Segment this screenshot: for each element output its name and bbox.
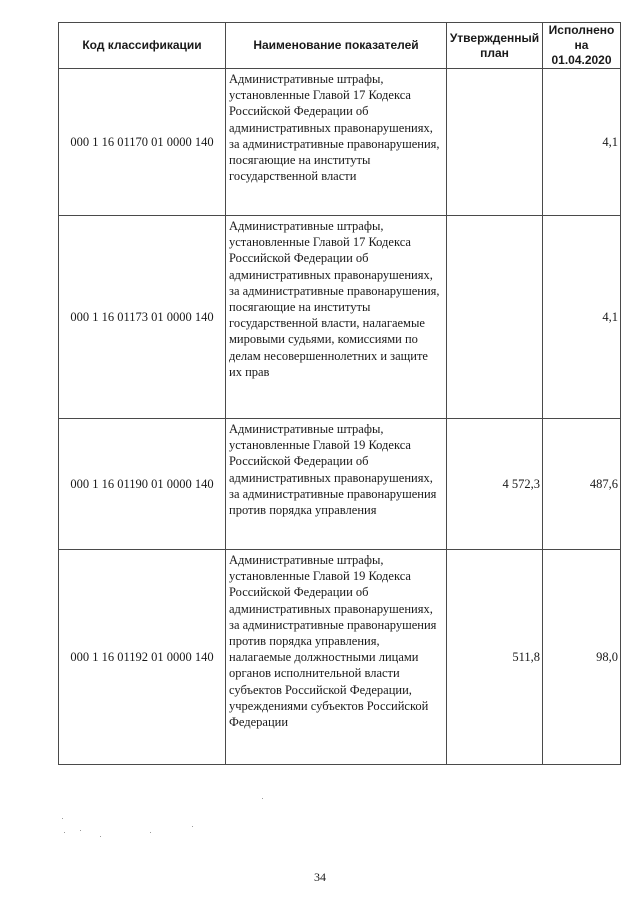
row-plan: 4 572,3 <box>447 419 543 550</box>
row-name: Административные штрафы, установленные Главой 19 Кодекса Российской Федерации об административных правонарушениях, за административные правонарушения против порядка управления, налагаемые должностными лицами органов исполнительной власти субъектов Российской Федерации, учреждениями субъектов Российской Федерации <box>226 550 447 765</box>
row-name: Административные штрафы, установленные Главой 19 Кодекса Российской Федерации об административных правонарушениях, за административные правонарушения против порядка управления <box>226 419 447 550</box>
table-header-row <box>59 23 621 69</box>
header-name: Наименование показателей <box>226 23 447 69</box>
row-name: Административные штрафы, установленные Главой 17 Кодекса Российской Федерации об административных правонарушениях, за административные правонарушения, посягающие на институты государственной власти, налагаемые мировыми судьями, комиссиями по делам несовершеннолетних и защите их прав <box>226 216 447 419</box>
row-code: 000 1 16 01173 01 0000 140 <box>59 216 226 419</box>
row-done: 4,1 <box>543 216 621 419</box>
table-row <box>59 69 621 216</box>
scan-speck <box>62 818 63 819</box>
row-code: 000 1 16 01190 01 0000 140 <box>59 419 226 550</box>
page-number: 34 <box>314 870 326 884</box>
header-plan: Утвержденный план <box>447 23 543 69</box>
scan-speck <box>150 832 151 833</box>
row-plan <box>447 216 543 419</box>
row-name: Административные штрафы, установленные Главой 17 Кодекса Российской Федерации об административных правонарушениях, за административные правонарушения, посягающие на институты государственной власти <box>226 69 447 216</box>
scan-speck <box>192 826 193 827</box>
table-row <box>59 550 621 765</box>
table-row <box>59 216 621 419</box>
header-code: Код классификации <box>59 23 226 69</box>
scan-speck <box>64 832 65 833</box>
header-done: Исполнено на 01.04.2020 <box>543 23 621 69</box>
row-plan <box>447 69 543 216</box>
scan-speck <box>262 798 263 799</box>
row-done: 487,6 <box>543 419 621 550</box>
row-code: 000 1 16 01192 01 0000 140 <box>59 550 226 765</box>
row-done: 4,1 <box>543 69 621 216</box>
table-row <box>59 419 621 550</box>
row-code: 000 1 16 01170 01 0000 140 <box>59 69 226 216</box>
revenue-table <box>58 22 621 765</box>
row-done: 98,0 <box>543 550 621 765</box>
row-plan: 511,8 <box>447 550 543 765</box>
scan-speck <box>100 836 101 837</box>
scan-speck <box>80 830 81 831</box>
